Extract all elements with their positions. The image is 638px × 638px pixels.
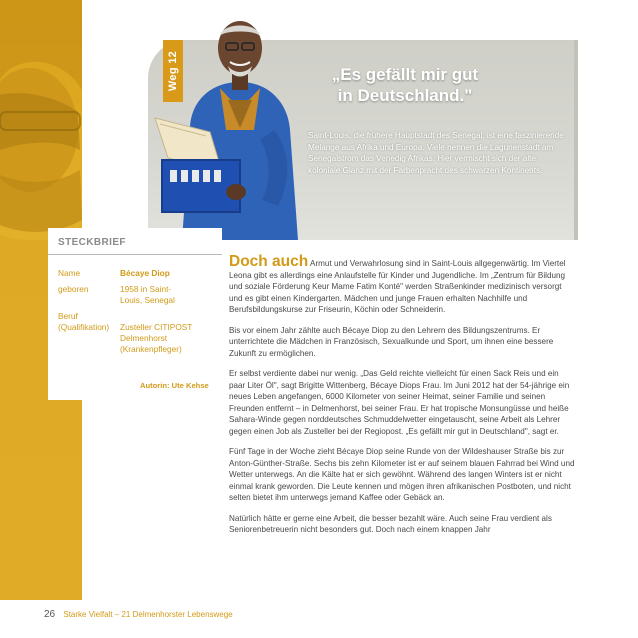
lead-words: Doch auch [229, 253, 309, 270]
article-paragraph-3: Er selbst verdiente dabei nur wenig. „Das Geld reichte vielleicht für einen Sack Reis und ein paar Liter Öl", sagt Brigitte Wittenberg, Bécaye Diops Frau. Im Juni 2012 hat der 54-jährige ein neues Leben angefangen, 6000 Kilometer von seiner Heimat, seiner Familie und seinen Freunden entfernt – in Delmenhorst, bei seiner Frau. Er hat tropische Monsungüsse und heiße Sahara-Winde gegen norddeutsches Schmuddelwetter eingetauscht, seine Arbeit als Lehrer gegen einen Job als Zusteller bei der Regiopost. „Es gefällt mir gut in Deutschland", sagt er. [229, 369, 570, 436]
page-number: 26 [44, 609, 56, 620]
route-tag [163, 40, 183, 102]
paragraph-1-text: Armut und Verwahrlosung sind in Saint-Louis allgegenwärtig. Im Viertel Leona gibt es allerdings eine Anlaufstelle für Kinder und Jugendliche. Im „Zentrum für Bildung und soziale Förderung Keur Mame Fatim Konté" werden Straßenkinder medizinisch versorgt und es gibt einen Kindergarten. Mädchen und junge Frauen erhalten Nachhilfe und Berufsbildungskurse zur Friseurin, Köchin oder Schneiderin. [229, 259, 566, 314]
profile-label-born: geboren [58, 284, 89, 294]
profile-value-job: Zusteller CITIPOST Delmenhorst (Krankenpfleger) [120, 322, 193, 354]
article-paragraph-2: Bis vor einem Jahr zählte auch Bécaye Diop zu den Lehrern des Bildungszentrums. Er unterrichtete die Mädchen in Französisch, Sexualkunde und Sport, um ihnen eine bessere Zukunft zu ermöglichen. [229, 325, 554, 358]
profile-value-born: 1958 in Saint-Louis, Senegal [120, 284, 175, 305]
profile-value-name: Bécaye Diop [120, 268, 170, 278]
intro-text: Saint-Louis, die frühere Hauptstadt des Senegal, ist eine faszinierende Melange aus Afrika und Europa. Viele nennen die Lagunenstadt am Senegalstrom das Venedig Afrikas. Hier vermischt sich der alte koloniale Glanz mit der Farbenpracht des schwarzen Kontinents. [308, 131, 564, 175]
article-paragraph-4: Fünf Tage in der Woche zieht Bécaye Diop seine Runde von der Wildeshauser Straße bis zur Anton-Günther-Straße. Sechs bis zehn Kilometer ist er auf seinem blauen Fahrrad bei Wind und Wetter unterwegs. An die Kälte hat er sich gewöhnt. Während des langen Winters ist er nicht einmal krank geworden. Die Leute kennen und mögen ihren afrikanischen Postboten, und nicht selten bietet ihm unterwegs jemand Kaffee oder Gebäck an. [229, 447, 575, 502]
author-credit: Autorin: Ute Kehse [140, 381, 209, 390]
profile-card [48, 228, 222, 400]
article-body [229, 253, 577, 545]
route-tag-label: Weg 12 [167, 50, 179, 92]
page-footer [44, 609, 233, 620]
publication-title: Starke Vielfalt – 21 Delmenhorster Lebenswege [63, 610, 233, 619]
headline-line-2: in Deutschland." [337, 86, 473, 105]
profile-label-job: Beruf (Qualifikation) [58, 311, 110, 332]
profile-label-name: Name [58, 268, 81, 278]
article-paragraph-5: Natürlich hätte er gerne eine Arbeit, die besser bezahlt wäre. Auch seine Frau verdient als Seniorenbetreuerin nicht besonders gut. Doch nach einem knappen Jahr [229, 513, 552, 534]
headline-line-1: „Es gefällt mir gut [331, 65, 479, 84]
profile-card-title: STECKBRIEF [58, 237, 126, 248]
article-paragraph-1 [229, 253, 577, 316]
profile-card-divider [48, 254, 222, 255]
headline-quote [300, 64, 510, 106]
